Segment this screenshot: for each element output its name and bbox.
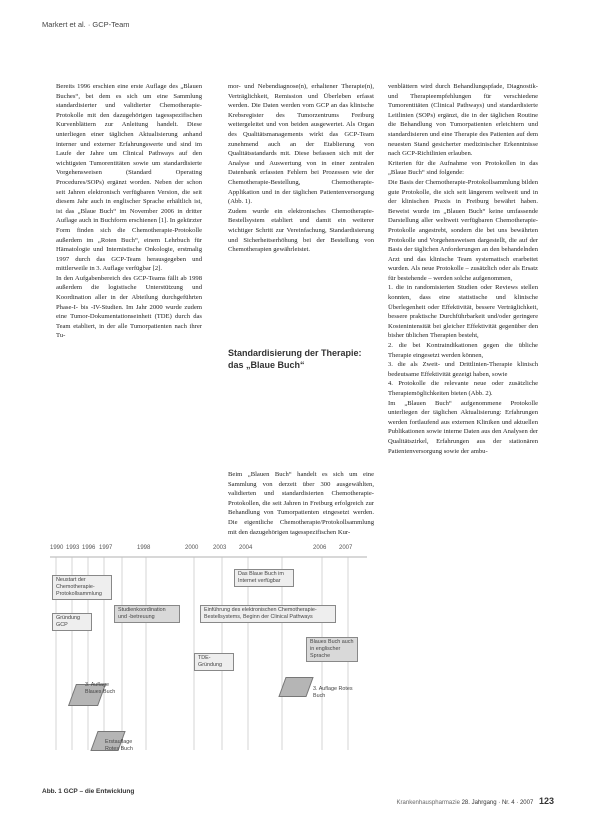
paragraph: 2. die bei Kontraindikationen gegen die übliche Therapie eingesetzt werden können, [388, 342, 538, 359]
running-header: Markert et al. · GCP-Team [42, 20, 130, 29]
text-column-1 [56, 82, 202, 341]
paragraph: Beim „Blauen Buch“ handelt es sich um eine Sammlung von derzeit über 300 ausgewählten, validierten und standardisierten Chemotherapie-Protokollen, die seit Jahren in Freiburg erfolgreich zur Behandlung von Tumorpatienten eingesetzt werden. Die eigentliche Chemotherapie/Protokollsammlung mit den dazugehörigen tagesspezifischen Kur- [228, 471, 374, 536]
timeline-figure [42, 545, 372, 775]
box-gcp-founding: Gründung GCP [52, 613, 92, 631]
timeline-year: 2000 [185, 545, 199, 551]
paragraph: Im „Blauen Buch“ aufgenommene Protokolle unterliegen der täglichen Aktualisierung: Erfahrungen werden fortlaufend aus externen Kliniken und aktuellen Publikationen sowie interne Daten aus den Analysen der Qualitätszirkel, Erfahrungen aus der stationären Patientenversorgung sowie der ambu- [388, 399, 538, 455]
paragraph: 3. die als Zweit- und Drittlinien-Therapie klinisch bedeutsame Effektivität gezeigt haben, sowie [388, 361, 538, 378]
paragraph: Kriterien für die Aufnahme von Protokollen in das „Blaue Buch“ sind folgende: [388, 159, 538, 177]
box-tde-founding: TDE-Gründung [194, 653, 234, 671]
paragraph: Bereits 1996 erschien eine erste Auflage des „Blauen Buches“, bei dem es sich um eine Sammlung standardisierter und validierter Chemotherapie-Protokolle mit den dazugehörigen tagesspezifischen Kurvenblättern zur Anleitung handelt. Diese unterliegen einer täglichen Aktualisierung anhand interner und externer Erfahrungswerte und sind im Laufe der Jahre um Clinical Pathways auf den wichtigsten Tumorentitäten sowie um standardisierte Vorgehensweisen (Standard Operating Procedures/SOPs) ergänzt worden. Neben der schon seit Jahren elektronisch verfügbaren Version, die seit diesem Jahr auch in englischer Sprache erhältlich ist, ist das „Blaue Buch“ im November 2006 in dritter Auflage auch in Buchform erschienen [1]. In gekürzter Form finden sich die Chemotherapie-Protokolle außerdem im „Roten Buch“, einem Lehrbuch für Hämatologie und Internistische Onkologie, erstmalig 1997 durch das GCP-Team herausgegeben und mittlerweile in 3. Auflage verfügbar [2]. [56, 83, 202, 273]
timeline-year: 1998 [137, 545, 151, 551]
timeline-year: 2006 [313, 545, 327, 551]
text-column-2 [228, 82, 374, 255]
page-number: 123 [538, 796, 554, 806]
text-column-3 [388, 82, 538, 456]
box-english-edition: Blaues Buch auch in englischer Sprache [306, 637, 358, 662]
label-red-book-first: Erstauflage Rotes Buch [105, 739, 133, 752]
timeline-year: 2007 [339, 545, 353, 551]
box-protocol-collection: Neustart der Chemotherapie-Protokollsammlung [52, 575, 112, 600]
paragraph: Zudem wurde ein elektronisches Chemotherapie-Bestellsystem etabliert und damit ein weiterer wichtiger Schritt zur Vereinfachung, Standardisierung und Sicherheitserhöhung bei der Bestellung von Chemotherapien gewährleistet. [228, 207, 374, 254]
page-footer [340, 796, 554, 806]
box-e-ordering-system: Einführung des elektronischen Chemotherapie-Bestellsystems, Beginn der Clinical Pathways [200, 605, 336, 623]
box-blue-book-internet: Das Blaue Buch im Internet verfügbar [234, 569, 294, 587]
timeline-year: 1993 [66, 545, 80, 551]
label-red-book-3rd: 3. Auflage Rotes Buch [313, 686, 353, 699]
text-column-2-continued [228, 470, 374, 537]
figure-caption: Abb. 1 GCP – die Entwicklung [42, 788, 135, 795]
label-blue-book-3rd: 3. Auflage Blaues Buch [85, 682, 116, 695]
paragraph: Die Basis der Chemotherapie-Protokollsammlung bilden gute Protokolle, die sich seit längerem weltweit und in der klinischen Praxis in Freiburg bewährt haben. Beweist wurde im „Blauen Buch“ keine umfassende Darstellung aller weltweit verfügbaren Chemotherapie-Protokolle angestrebt, sondern die bei uns bewährten Protokolle und Vorgehensweisen dargestellt, die auf der Basis der täglichen Anforderungen an den behandelnden Arzt und das klinische Team systematisch erarbeitet wurden. Als neue Protokolle – zusätzlich oder als Ersatz für bestehende – werden solche aufgenommen, [388, 178, 538, 282]
paragraph: 4. Protokolle die relevante neue oder zusätzliche Therapiemöglichkeiten bieten (Abb. 2). [388, 380, 538, 397]
box-study-coordination: Studienkoordination und -betreuung [114, 605, 180, 623]
timeline-year: 2003 [213, 545, 227, 551]
section-heading: Standardisierung der Therapie: das „Blaue Buch“ [228, 348, 362, 370]
paragraph: mor- und Nebendiagnose(n), erhaltener Therapie(n), Verträglichkeit, Remission und Überleben erfasst werden. Die Daten werden vom GCP an das klinische Krebsregister des Tumorzentrums Freiburg weitergeleitet und von beiden ausgewertet. Als Organ des Qualitätsmanagements wirkt das GCP-Team zunehmend auch an der Etablierung von Qualitätsstandards mit. Diese befassen sich mit der Analyse und Auswertung von in einer zentralen Datenbank erfassten Fehlern bei Prozessen wie der Chemotherapie-Bestellung, Chemotherapie-Applikation und in der täglichen Patientenversorgung (Abb. 1). [228, 83, 374, 206]
timeline-year: 1990 [50, 545, 64, 551]
timeline-year: 1997 [99, 545, 113, 551]
timeline-year: 1996 [82, 545, 96, 551]
issue-info: 28. Jahrgang · Nr. 4 · 2007 [461, 800, 534, 806]
paragraph: venblättern wird durch Behandlungspfade, Diagnostik- und Therapieempfehlungen für verschiedene Tumorentitäten (Clinical Pathways) und standardisierte Leitlinien (SOPs) ergänzt, die in der täglichen Routine die Behandlung von Tumorpatienten erleichtern und standardisieren und eine Therapie des Patienten auf dem neuesten Stand gesicherter medizinischer Erkenntnisse nach GCP-Richtlinien erlauben. [388, 83, 538, 158]
timeline-year: 2004 [239, 545, 253, 551]
journal-name: Krankenhauspharmazie [396, 800, 460, 806]
paragraph: 1. die in randomisierten Studien oder Reviews stellen konnten, dass eine statistische und klinische Überlegenheit oder Effektivität, bessere Verträglichkeit, bessere praktische Durchführbarkeit und/oder geringere Kostenintensität bei gleicher Effektivität gegenüber den bisher üblichen Therapien besteht, [388, 284, 538, 340]
paragraph: In den Aufgabenbereich des GCP-Teams fällt ab 1998 außerdem die logistische Unterstützung und Koordination aller in der Abteilung durchgeführten Phase-I- bis -IV-Studien. Im Jahr 2000 wurde zudem eine Tumor-Dokumentationseinheit (TDE) durch das Team etabliert, in der alle Tumorpatienten nach ihrer Tu- [56, 274, 202, 340]
